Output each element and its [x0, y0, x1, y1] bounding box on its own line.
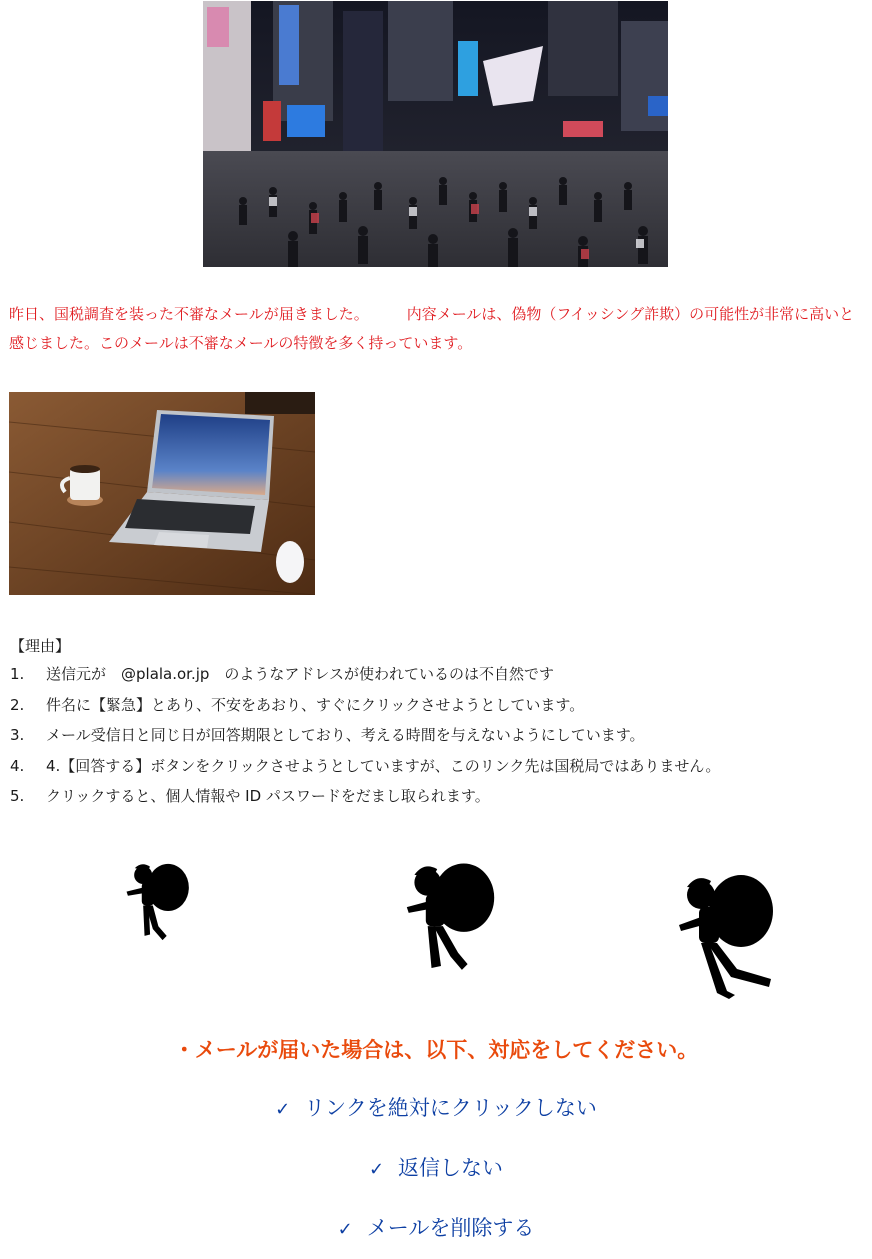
reasons-heading: 【理由】	[10, 637, 71, 655]
reason-number: 2.	[10, 695, 25, 714]
checkmark-icon: ✓	[368, 1159, 385, 1180]
advice-item	[0, 1092, 872, 1124]
reason-item	[10, 752, 860, 783]
reason-text: 4.【回答する】ボタンをクリックさせようとしていますが、このリンク先は国税局ではありません。	[46, 756, 721, 775]
advice-heading: ・メールが届いた場合は、以下、対応をしてください。	[173, 1038, 699, 1062]
reasons-section	[10, 632, 860, 813]
reason-number: 3.	[10, 726, 25, 744]
advice-item-text: メールを削除する	[366, 1216, 535, 1240]
reason-text: 送信元が @plala.or.jp のようなアドレスが使われているのは不自然です	[46, 665, 554, 683]
advice-item-text: 返信しない	[398, 1156, 504, 1180]
laptop-and-coffee-photo	[9, 392, 315, 595]
intro-paragraph	[9, 300, 867, 358]
thief-silhouette-icon	[675, 867, 775, 1001]
laptop-photo-drawing	[9, 392, 315, 595]
advice-item-text: リンクを絶対にクリックしない	[304, 1096, 597, 1120]
checkmark-icon: ✓	[275, 1099, 291, 1120]
reason-item	[10, 660, 860, 691]
thief-silhouette-icon	[403, 857, 498, 982]
reason-item	[10, 782, 860, 813]
intro-line-a: 昨日、国税調査を装った不審なメールが届きました。	[9, 305, 369, 323]
reason-number: 5.	[10, 787, 25, 805]
intro-line-b: 内容メールは、偽物（フイッシング詐欺）の可能性が非常に高いと感じました。このメールは不審なメールの特徴を多く持っています。	[9, 305, 855, 352]
reasons-list	[10, 660, 860, 813]
checkmark-icon: ✓	[337, 1219, 353, 1240]
thief-silhouette-icon	[122, 857, 192, 947]
reason-text: クリックすると、個人情報や ID パスワードをだまし取られます。	[46, 787, 490, 805]
advice-item	[0, 1152, 872, 1184]
advice-item	[0, 1212, 872, 1244]
city-photo-drawing	[203, 1, 668, 267]
reason-text: メール受信日と同じ日が回答期限としており、考える時間を与えないようにしています。	[46, 726, 645, 744]
shibuya-crossing-night-photo	[203, 1, 668, 267]
reason-text: 件名に【緊急】とあり、不安をあおり、すぐにクリックさせようとしています。	[46, 695, 585, 714]
reason-number: 4.	[10, 756, 25, 775]
reason-item	[10, 691, 860, 722]
reason-number: 1.	[10, 665, 25, 683]
reason-item	[10, 721, 860, 752]
